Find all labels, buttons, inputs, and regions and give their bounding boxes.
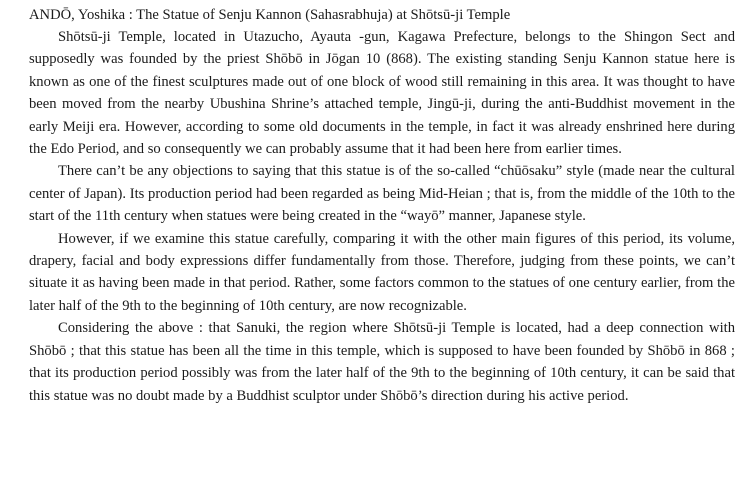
article-page	[29, 4, 735, 407]
paragraph-3: However, if we examine this statue carefully, comparing it with the other main figures of this period, its volume, drapery, facial and body expressions differ fundamentally from those. Therefore, judging from these points, we can’t situate it as having been made in that period. Rather, some factors common to the statues of one century earlier, from the later half of the 9th to the beginning of 10th century, are now recognizable.	[29, 230, 735, 314]
paragraph-4: Considering the above : that Sanuki, the region where Shōtsū-ji Temple is located, had a deep connection with Shōbō ; that this statue has been all the time in this temple, which is supposed to have been founded by Shōbō in 868 ; that its production period possibly was from the later half of the 9th to the beginning of 10th century, it can be said that this statue was no doubt made by a Buddhist sculptor under Shōbō’s direction during his active period.	[29, 320, 735, 404]
article-title: ANDŌ, Yoshika : The Statue of Senju Kannon (Sahasrabhuja) at Shōtsū-ji Temple	[29, 7, 511, 23]
paragraph-1: Shōtsū-ji Temple, located in Utazucho, Ayauta -gun, Kagawa Prefecture, belongs to the Shingon Sect and supposedly was founded by the priest Shōbō in Jōgan 10 (868). The existing standing Senju Kannon statue here is known as one of the finest sculptures made out of one block of wood still remaining in this area. It was thought to have been moved from the nearby Ubushina Shrine’s attached temple, Jingū-ji, during the anti-Buddhist movement in the early Meiji era. However, according to some old documents in the temple, in fact it was already enshrined here during the Edo Period, and so consequently we can probably assume that it had been here from earlier times.	[29, 29, 735, 158]
paragraph-2: There can’t be any objections to saying that this statue is of the so-called “chūōsaku” style (made near the cultural center of Japan). Its production period had been regarded as being Mid-Heian ; that is, from the middle of the 10th to the start of the 11th century when statues were being created in the “wayō” manner, Japanese style.	[29, 163, 735, 225]
